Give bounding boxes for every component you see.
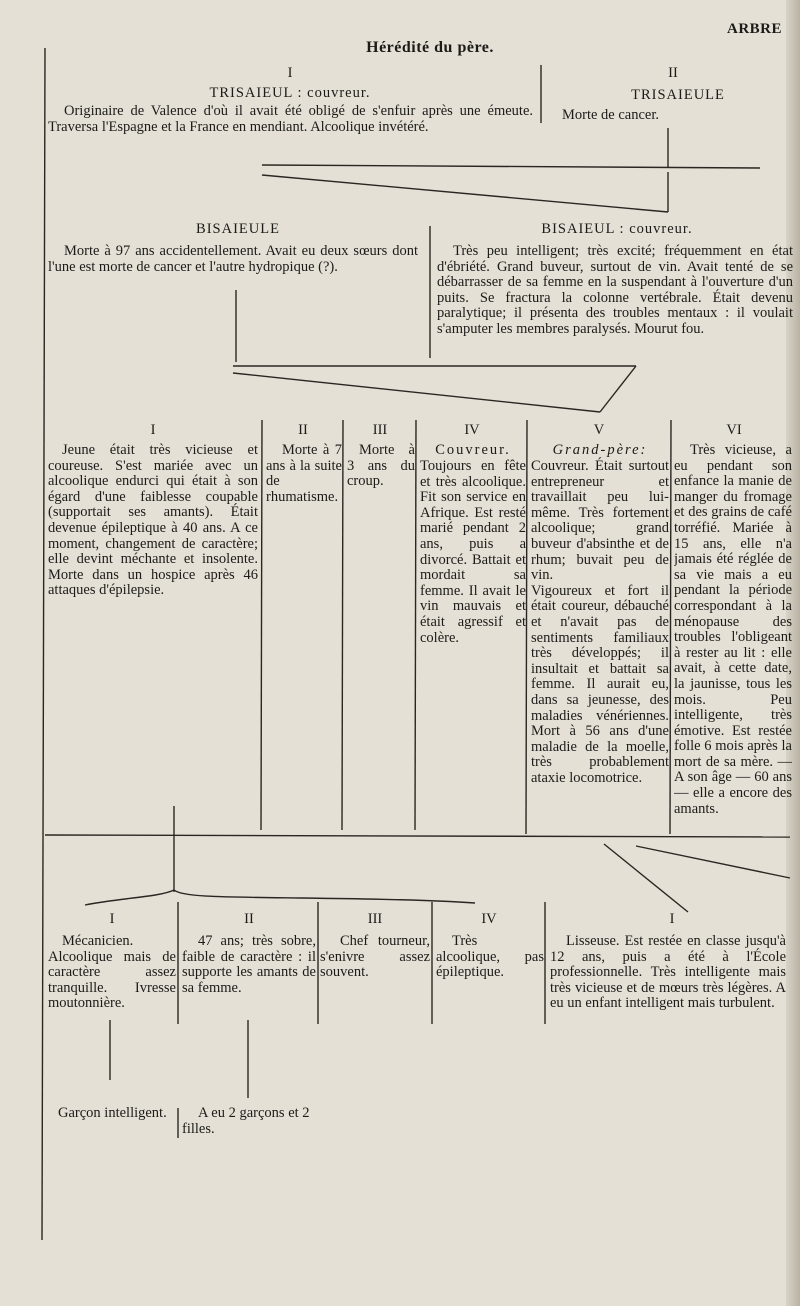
- gen3-c5-head: Grand-père:: [552, 442, 648, 458]
- gen2-right-title: BISAIEUL : couvreur.: [541, 221, 693, 237]
- gen4-c1-num: I: [109, 911, 115, 927]
- gen3-c4-num: IV: [464, 422, 480, 438]
- gen3-c4-text: Toujours en fête et très alcoolique. Fit son service en Afrique. Est resté marié pendant 2 ans, puis a divorcé. Battait et mordait sa femme. Il avait le vin mauvais et était agressif et colère.: [420, 458, 526, 646]
- gen1-left-title: TRISAIEUL : couvreur.: [209, 85, 371, 101]
- gen3-c2-text: Morte à 7 ans à la suite de rhumatisme.: [266, 442, 342, 505]
- gen2-left-text: Morte à 97 ans accidentellement. Avait eu deux sœurs dont l'une est morte de cancer et l'autre hydropique (?).: [48, 243, 418, 275]
- gen5-c2-text: A eu 2 garçons et 2 filles.: [182, 1105, 310, 1137]
- page-title: Hérédité du père.: [366, 39, 494, 56]
- gen3-c5-num: V: [593, 422, 605, 438]
- gen4-c2-num: II: [244, 911, 254, 927]
- gen3-c2-num: II: [298, 422, 308, 438]
- gen3-c3-num: III: [372, 422, 388, 438]
- gen4-c5-num: I: [669, 911, 675, 927]
- gen1-right-title: TRISAIEULE: [631, 87, 725, 103]
- gen5-c1-text: Garçon intelligent.: [58, 1105, 167, 1121]
- gen3-c1-num: I: [150, 422, 156, 438]
- gen1-right-text: Morte de cancer.: [562, 107, 660, 123]
- gen3-c4-head: Couvreur.: [435, 442, 511, 458]
- gen3-c3-text: Morte à 3 ans du croup.: [347, 442, 415, 490]
- gen2-right-text: Très peu intelligent; très excité; fréquemment en état d'ébriété. Grand buveur, surtout de vin. Avait tenté de se débarrasser de sa femme en la suspendant à l'ouverture d'un puits. Se fractura la colonne vertébrale. Était devenu paralytique; il présenta des troubles mentaux : il voulait s'amputer les membres paralysés. Mourut fou.: [437, 244, 793, 337]
- gen3-c6-text: Très vicieuse, a eu pendant son enfance la manie de manger du fromage et des grains de café torréfié. Mariée à 15 ans, elle n'a jamais été réglée de sa vie mais a eu pendant la période correspondant à la ménopause des troubles l'obligeant à rester au lit : elle avait, à cette date, la jaunisse, tous les mois. Peu intelligente, très émotive. Est restée folle 6 mois après la mort de sa mère. — A son âge — 60 ans — elle a encore des amants.: [674, 443, 792, 817]
- gen4-c1-text: Mécanicien. Alcoolique mais de caractère assez tranquille. Ivresse moutonnière.: [48, 933, 176, 1012]
- gen3-c6-num: VI: [726, 422, 742, 438]
- gen4-c2-text: 47 ans; très sobre, faible de caractère : il supporte les amants de sa femme.: [182, 933, 316, 996]
- gen4-c4-text: Très alcoolique, pas épileptique.: [436, 933, 544, 981]
- gen4-c5-text: Lisseuse. Est restée en classe jusqu'à 12 ans, puis a été à l'École professionnelle. Très intelligente mais très vicieuse et de mœurs très légères. A eu un enfant intelligent mais turbulent.: [550, 933, 786, 1012]
- gen3-c5-text: Couvreur. Était surtout entrepreneur et travaillait peu lui-même. Très fortement alcoolique; grand buveur d'absinthe et de rhum; buvait peu de vin. Vigoureux et fort il était coureur, débauché et n'avait pas de sentiments familiaux très développés; il insultait et battait sa femme. Il aurait eu, dans sa jeunesse, des maladies vénériennes. Mort à 56 ans d'une maladie de la moelle, très probablement ataxie locomotrice.: [531, 458, 669, 786]
- gen3-c1-text: Jeune était très vicieuse et coureuse. S'est mariée avec un alcoolique endurci qui était à son égard d'une faiblesse coupable (supportait ses amants). Était devenue épileptique à 40 ans. A ce moment, changement de caractère; elle devint méchante et insolente. Morte dans un hospice après 46 attaques d'épilepsie.: [48, 442, 258, 599]
- gen1-right-num: II: [668, 65, 678, 81]
- running-head: ARBRE: [726, 21, 782, 37]
- gen4-c3-num: III: [367, 911, 383, 927]
- gen4-c4-num: IV: [481, 911, 497, 927]
- gen2-left-title: BISAIEULE: [196, 221, 280, 237]
- gen4-c3-text: Chef tourneur, s'enivre assez souvent.: [320, 933, 430, 981]
- gen1-left-text: Originaire de Valence d'où il avait été obligé de s'enfuir après une émeute. Traversa l'Espagne et la France en mendiant. Alcoolique invétéré.: [48, 103, 533, 135]
- gen1-left-num: I: [287, 65, 293, 81]
